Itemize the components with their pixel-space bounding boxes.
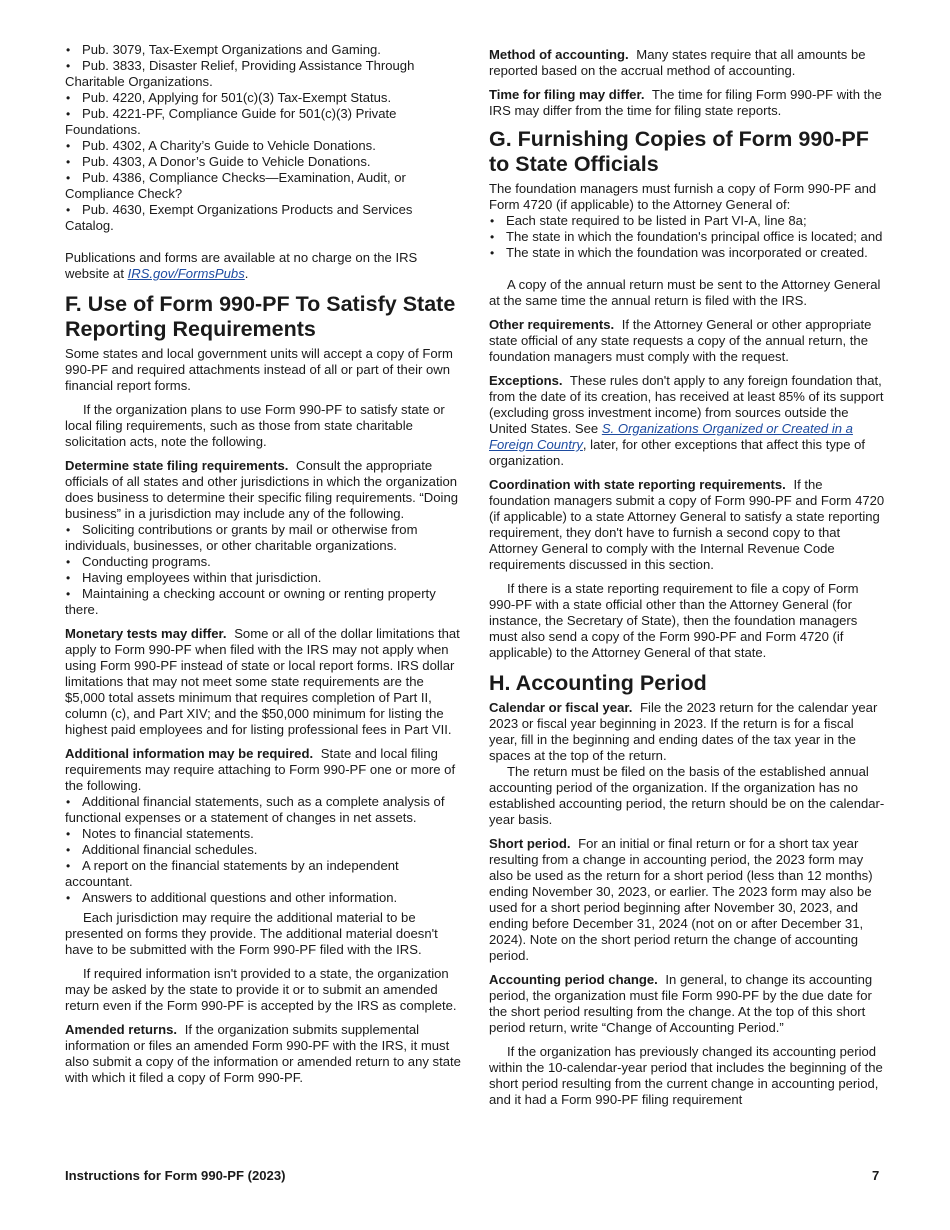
right-column bbox=[489, 47, 885, 1108]
run-in-heading: Exceptions. bbox=[489, 373, 563, 388]
left-column bbox=[65, 42, 461, 1094]
publications-list bbox=[65, 42, 461, 234]
list-item: • Pub. 4220, Applying for 501(c)(3) Tax-Exempt Status. bbox=[65, 90, 461, 106]
list-item: • Each state required to be listed in Part VI-A, line 8a; bbox=[489, 213, 885, 229]
paragraph: Calendar or fiscal year. File the 2023 return for the calendar year 2023 or fiscal year beginning in 2023. If the return is for a fiscal year, fill in the beginning and ending dates of the tax year in the spaces at the top of the return. bbox=[489, 700, 878, 763]
run-in-heading: Additional information may be required. bbox=[65, 746, 314, 761]
list-item: • Conducting programs. bbox=[65, 554, 461, 570]
irs-formspubs-link[interactable]: IRS.gov/FormsPubs bbox=[127, 266, 245, 281]
section-h-heading: H. Accounting Period bbox=[489, 671, 707, 695]
paragraph: Other requirements. If the Attorney General or other appropriate state official of any state requests a copy of the annual return, the foundation managers must comply with the request. bbox=[489, 317, 872, 364]
list-item: • The state in which the foundation was incorporated or created. bbox=[489, 245, 885, 261]
list-item: • Pub. 4221-PF, Compliance Guide for 501(c)(3) Private Foundations. bbox=[65, 106, 461, 138]
list-item: • Having employees within that jurisdiction. bbox=[65, 570, 461, 586]
list-item: • Additional financial statements, such as a complete analysis of functional expenses or a statement of changes in net assets. bbox=[65, 794, 461, 826]
paragraph: Accounting period change. In general, to change its accounting period, the organization must file Form 990-PF by the due date for the short period resulting from the change. At the top of this short period return, write “Change of Accounting Period.” bbox=[489, 972, 873, 1035]
list-item: • Answers to additional questions and other information. bbox=[65, 890, 461, 906]
list-item: • Pub. 4630, Exempt Organizations Products and Services Catalog. bbox=[65, 202, 461, 234]
paragraph: Coordination with state reporting requirements. If the foundation managers submit a copy of Form 990-PF and Form 4720 (if applicable) to a state Attorney General to satisfy a state reporting requirement, they don't have to furnish a second copy to that Attorney General to comply with the Internal Revenue Code requirements discussed in this section. bbox=[489, 477, 885, 572]
paragraph: Short period. For an initial or final return or for a short tax year resulting from a change in accounting period, the 2023 form may also be used as the return for a short period (less than 12 months) ending November 30, 2023, or earlier. The 2023 form may also be used for a short period beginning after November 30, 2023, and ending before December 31, 2024 (not on or after December 31, 2024). Note on the short period return the change of accounting period. bbox=[489, 836, 873, 963]
list-item: • A report on the financial statements by an independent accountant. bbox=[65, 858, 461, 890]
run-in-heading: Amended returns. bbox=[65, 1022, 178, 1037]
additional-info-list bbox=[65, 794, 461, 906]
paragraph: If the organization has previously changed its accounting period within the 10-calendar-year period that includes the beginning of the short period resulting from the current change in accounting period, and it had a Form 990-PF filing requirement bbox=[489, 1044, 883, 1107]
list-item: • Pub. 4303, A Donor’s Guide to Vehicle Donations. bbox=[65, 154, 461, 170]
paragraph: Some states and local government units will accept a copy of Form 990-PF and required attachments instead of all or part of their own financial report forms. bbox=[65, 346, 453, 393]
paragraph: If required information isn't provided to a state, the organization may be asked by the state to provide it or to submit an amended return even if the Form 990-PF is accepted by the IRS as complete. bbox=[65, 966, 457, 1013]
section-f-heading: F. Use of Form 990-PF To Satisfy State Reporting Requirements bbox=[65, 292, 456, 341]
list-item: • Soliciting contributions or grants by mail or otherwise from individuals, businesses, or other charitable organizations. bbox=[65, 522, 461, 554]
run-in-heading: Time for filing may differ. bbox=[489, 87, 645, 102]
run-in-heading: Method of accounting. bbox=[489, 47, 629, 62]
paragraph: The foundation managers must furnish a copy of Form 990-PF and Form 4720 (if applicable) to the Attorney General of: bbox=[489, 181, 877, 212]
paragraph: A copy of the annual return must be sent to the Attorney General at the same time the annual return is filed with the IRS. bbox=[489, 277, 881, 308]
paragraph: Additional information may be required. State and local filing requirements may require attaching to Form 990-PF one or more of the following. bbox=[65, 746, 456, 793]
doing-business-list bbox=[65, 522, 461, 618]
list-item: • Pub. 4386, Compliance Checks—Examination, Audit, or Compliance Check? bbox=[65, 170, 461, 202]
foreign-organizations-link[interactable]: S. Organizations Organized or Created in a Foreign Country bbox=[489, 421, 853, 452]
list-item: • Pub. 3079, Tax-Exempt Organizations and Gaming. bbox=[65, 42, 461, 58]
paragraph: The return must be filed on the basis of the established annual accounting period of the organization. If the organization has no established accounting period, the return should be on the calendar-year basis. bbox=[489, 764, 885, 827]
run-in-heading: Accounting period change. bbox=[489, 972, 658, 987]
paragraph: Each jurisdiction may require the additional material to be presented on forms they provide. The additional material doesn't have to be submitted with the Form 990-PF filed with the IRS. bbox=[65, 910, 438, 957]
list-item: • Maintaining a checking account or owning or renting property there. bbox=[65, 586, 461, 618]
paragraph: If there is a state reporting requirement to file a copy of Form 990-PF with a state official other than the Attorney General (for instance, the Secretary of State), then the foundation managers must also send a copy of the Form 990-PF and Form 4720 (if applicable) to the Attorney General of that state. bbox=[489, 581, 859, 660]
attorney-general-list bbox=[489, 213, 885, 261]
list-item: • Pub. 3833, Disaster Relief, Providing Assistance Through Charitable Organizations. bbox=[65, 58, 461, 90]
footer-title: Instructions for Form 990-PF (2023) bbox=[65, 1168, 286, 1183]
run-in-heading: Calendar or fiscal year. bbox=[489, 700, 633, 715]
run-in-heading: Short period. bbox=[489, 836, 571, 851]
list-item: • Additional financial schedules. bbox=[65, 842, 461, 858]
section-g-heading: G. Furnishing Copies of Form 990-PF to State Officials bbox=[489, 127, 869, 176]
run-in-heading: Other requirements. bbox=[489, 317, 615, 332]
paragraph: Determine state filing requirements. Consult the appropriate officials of all states and other jurisdictions in which the organization does business to determine their specific filing requirements. “Doing business” in a jurisdiction may include any of the following. bbox=[65, 458, 459, 521]
list-item: • The state in which the foundation's principal office is located; and bbox=[489, 229, 885, 245]
paragraph: Amended returns. If the organization submits supplemental information or files an amended Form 990-PF with the IRS, it must also submit a copy of the information or amended return to any state with which it filed a copy of Form 990-PF. bbox=[65, 1022, 461, 1085]
paragraph: Time for filing may differ. The time for filing Form 990-PF with the IRS may differ from the time for filing state reports. bbox=[489, 87, 882, 118]
publications-availability: Publications and forms are available at no charge on the IRS website at IRS.gov/FormsPubs. bbox=[65, 250, 418, 281]
list-item: • Pub. 4302, A Charity’s Guide to Vehicle Donations. bbox=[65, 138, 461, 154]
list-item: • Notes to financial statements. bbox=[65, 826, 461, 842]
run-in-heading: Monetary tests may differ. bbox=[65, 626, 227, 641]
page-number: 7 bbox=[872, 1168, 880, 1183]
run-in-heading: Coordination with state reporting requirements. bbox=[489, 477, 786, 492]
paragraph: Exceptions. These rules don't apply to any foreign foundation that, from the date of its creation, has received at least 85% of its support (excluding gross investment income) from sources outside the United States. See S. Organizations Organized or Created in a Foreign Country, later, for other exceptions that affect this type of organization. bbox=[489, 373, 884, 468]
paragraph: Monetary tests may differ. Some or all of the dollar limitations that apply to Form 990-PF when filed with the IRS may not apply when using Form 990-PF instead of state or local report forms. IRS dollar limitations that may not meet some state requirements are the $5,000 total assets minimum that requires completion of Part II, column (c), and Part XIV; and the $50,000 minimum for listing the highest paid employees and for listing professional fees in Part VII. bbox=[65, 626, 460, 737]
paragraph: Method of accounting. Many states require that all amounts be reported based on the accrual method of accounting. bbox=[489, 47, 866, 78]
paragraph: If the organization plans to use Form 990-PF to satisfy state or local filing requirements, such as those from state charitable solicitation acts, note the following. bbox=[65, 402, 445, 449]
run-in-heading: Determine state filing requirements. bbox=[65, 458, 289, 473]
